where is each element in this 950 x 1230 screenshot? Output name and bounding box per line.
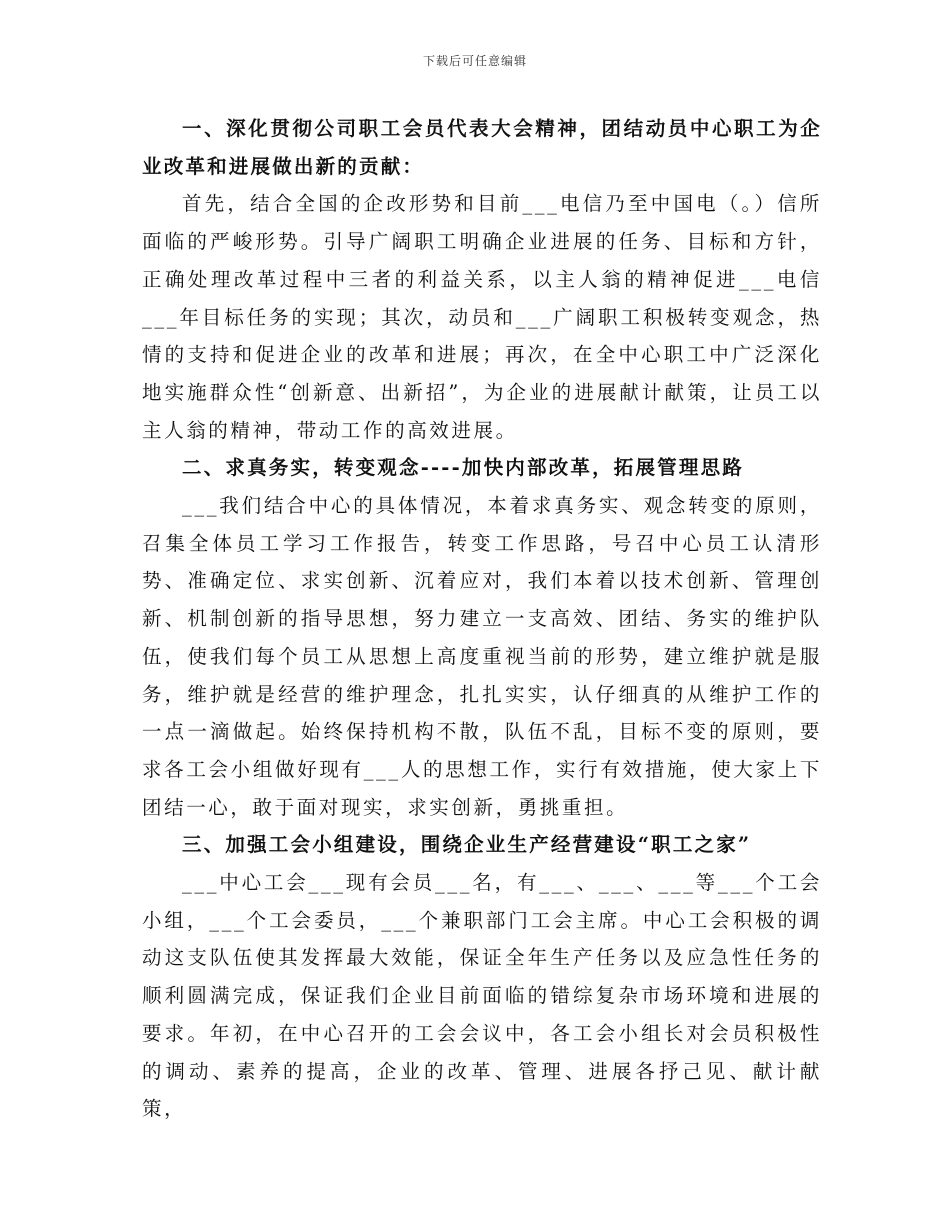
- section-heading-2: 二、求真务实，转变观念----加快内部改革，拓展管理思路: [182, 456, 744, 480]
- section-paragraph-1: 首先，结合全国的企改形势和目前___电信乃至中国电（。）信所面临的严峻形势。引导广阔职工明确企业进展的任务、目标和方针，正确处理改革过程中三者的利益关系，以主人翁的精神促进___电信___年目标任务的实现；其次，动员和___广阔职工积极转变观念，热情的支持和促进企业的改革和进展；再次，在全中心职工中广泛深化地实施群众性“创新意、出新招”，为企业的进展献计献策，让员工以主人翁的精神，带动工作的高效进展。: [142, 192, 822, 442]
- section-heading-3: 三、加强工会小组建设，围绕企业生产经营建设“职工之家”: [182, 833, 752, 857]
- section-paragraph-2: ___我们结合中心的具体情况，本着求真务实、观念转变的原则，召集全体员工学习工作报告，转变工作思路，号召中心员工认清形势、准确定位、求实创新、沉着应对，我们本着以技术创新、管理创新、机制创新的指导思想，努力建立一支高效、团结、务实的维护队伍，使我们每个员工从思想上高度重视当前的形势，建立维护就是服务，维护就是经营的维护理念，扎扎实实，认仔细真的从维护工作的一点一滴做起。始终保持机构不散，队伍不乱，目标不变的原则，要求各工会小组做好现有___人的思想工作，实行有效措施，使大家上下团结一心，敢于面对现实，求实创新，勇挑重担。: [142, 494, 822, 819]
- page-header-note: 下载后可任意编辑: [422, 54, 527, 68]
- document-body: [142, 110, 822, 1128]
- section-paragraph-3: ___中心工会___现有会员___名，有___、___、___等___个工会小组，___个工会委员，___个兼职部门工会主席。中心工会积极的调动这支队伍使其发挥最大效能，保证全年生产任务以及应急性任务的顺利圆满完成，保证我们企业目前面临的错综复杂市场环境和进展的要求。年初，在中心召开的工会会议中，各工会小组长对会员积极性的调动、素养的提高，企业的改革、管理、进展各抒己见、献计献策，: [142, 871, 822, 1121]
- section-heading-1: 一、深化贯彻公司职工会员代表大会精神，团结动员中心职工为企业改革和进展做出新的贡献：: [142, 117, 822, 178]
